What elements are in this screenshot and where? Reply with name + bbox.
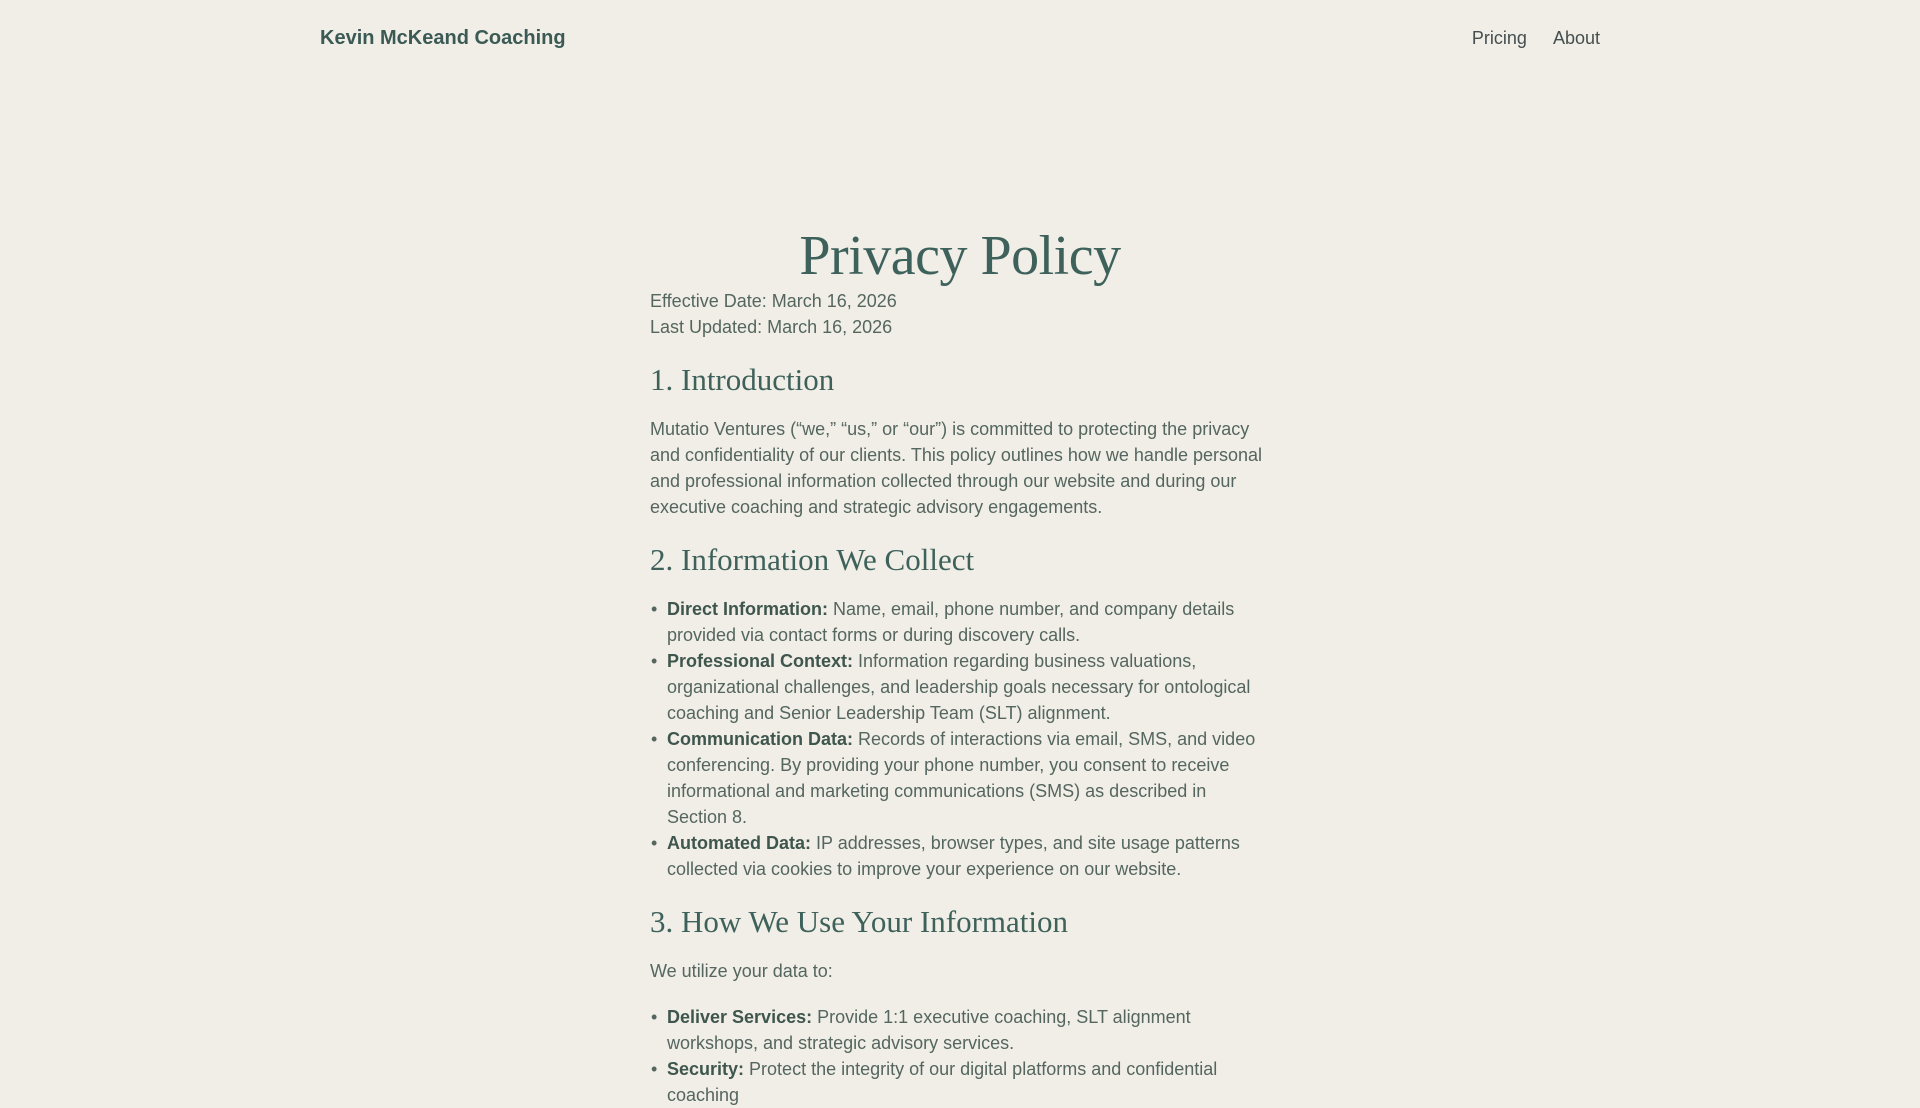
list-item-text: IP addresses, browser types, and site usage patterns collected via cookies to improve your experience on our website.	[667, 833, 1240, 880]
list-item-text: Protect the integrity of our digital platforms and confidential coaching	[667, 1059, 1218, 1106]
nav-link-pricing[interactable]: Pricing	[1471, 28, 1527, 48]
list-item-text: Name, email, phone number, and company details provided via contact forms or during discovery calls.	[667, 599, 1235, 646]
primary-nav	[1472, 24, 1600, 52]
list-item	[650, 830, 1270, 882]
list-item	[650, 726, 1270, 830]
list-item-label: Security:	[667, 1059, 745, 1080]
section-heading-introduction: 1. Introduction	[650, 362, 835, 398]
page-title: Privacy Policy	[799, 225, 1121, 287]
last-updated: Last Updated: March 16, 2026	[650, 317, 893, 338]
nav-link-about[interactable]: About	[1552, 28, 1600, 48]
section-heading-information-we-collect: 2. Information We Collect	[650, 542, 975, 578]
list-item-text: Provide 1:1 executive coaching, SLT alignment workshops, and strategic advisory services.	[667, 1007, 1191, 1054]
list-item-label: Automated Data:	[667, 833, 812, 854]
privacy-policy-article	[650, 224, 1270, 1108]
list-item-label: Professional Context:	[667, 651, 854, 672]
site-header	[320, 0, 1600, 52]
effective-date: Effective Date: March 16, 2026	[650, 291, 897, 312]
information-we-collect-list	[650, 596, 1270, 882]
list-item	[650, 1056, 1270, 1108]
list-item-label: Deliver Services:	[667, 1007, 813, 1028]
list-item	[650, 1004, 1270, 1056]
list-item-text: Information regarding business valuations, organizational challenges, and leadership goals necessary for ontological coaching and Senior Leadership Team (SLT) alignment.	[667, 651, 1251, 724]
list-item-text: Records of interactions via email, SMS, and video conferencing. By providing your phone number, you consent to receive informational and marketing communications (SMS) as described in Section 8.	[667, 729, 1256, 828]
introduction-paragraph: Mutatio Ventures (“we,” “us,” or “our”) is committed to protecting the privacy and confidentiality of our clients. This policy outlines how we handle personal and professional information collected through our website and during our executive coaching and strategic advisory engagements.	[650, 419, 1263, 518]
how-we-use-list	[650, 1004, 1270, 1108]
list-item-label: Communication Data:	[667, 729, 854, 750]
section-heading-how-we-use: 3. How We Use Your Information	[650, 904, 1068, 940]
list-item	[650, 648, 1270, 726]
how-we-use-intro: We utilize your data to:	[650, 961, 833, 982]
list-item	[650, 596, 1270, 648]
policy-dates	[650, 288, 1270, 340]
site-title[interactable]: Kevin McKeand Coaching	[320, 27, 566, 49]
list-item-label: Direct Information:	[667, 599, 829, 620]
